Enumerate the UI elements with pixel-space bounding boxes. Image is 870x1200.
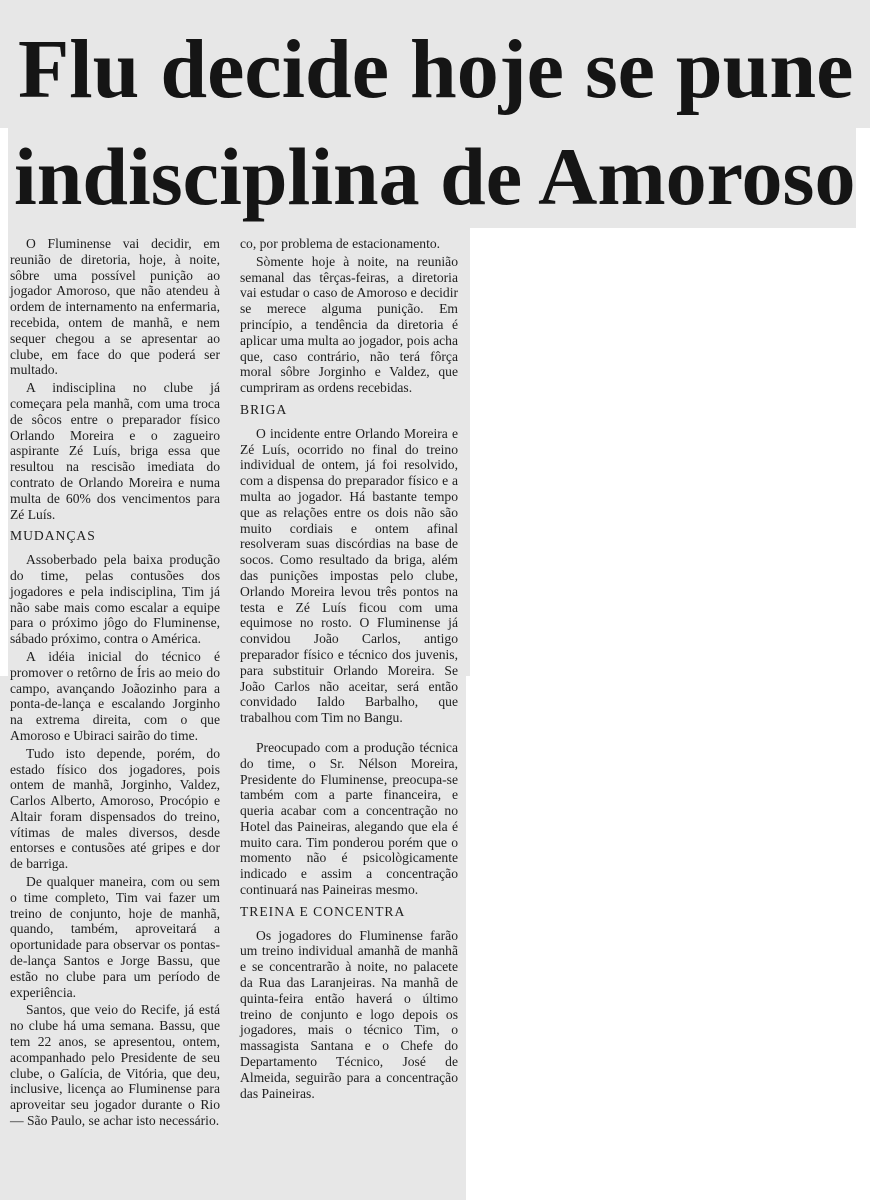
paragraph: Assoberbado pela baixa produção do time, pelas contusões dos jogadores e pela indisciplina, Tim já não sabe mais como escalar a equipe para o próximo jôgo do Fluminense, sábado próximo, contra o América. [10, 552, 220, 647]
section-heading-briga: BRIGA [240, 401, 288, 417]
paragraph: Santos, que veio do Recife, já está no clube há uma semana. Bassu, que tem 22 anos, se apresentou, ontem, acompanhado pelo Presidente de seu clube, o Galícia, de Vitória, que deu, inclusive, licença ao Fluminense para aproveitar seu jogador durante o Rio — São Paulo, se achar isto necessário. [10, 1002, 220, 1129]
paragraph: A indisciplina no clube já começara pela manhã, com uma troca de sôcos entre o preparador físico Orlando Moreira e o zagueiro aspirante Zé Luís, briga essa que resultou na rescisão imediata do contrato de Orlando Moreira e numa multa de 60% dos vencimentos para Zé Luís. [10, 380, 220, 522]
headline-line-2: indisciplina de Amoroso [14, 131, 856, 222]
section-heading-mudancas: MUDANÇAS [10, 528, 96, 544]
headline-line-1: Flu decide hoje se pune [18, 23, 854, 116]
article-column-left [10, 236, 220, 1131]
paragraph: O incidente entre Orlando Moreira e Zé Luís, ocorrido no final do treino individual de ontem, já foi resolvido, com a dispensa do preparador físico e a multa ao jogador. Há bastante tempo que as relações entre os dois não são muito cordiais e ontem afinal resolveram suas discórdias na base de socos. Como resultado da briga, além das punições impostas pelo clube, Orlando Moreira levou três pontos na testa e Zé Luís ficou com uma equimose no rosto. O Fluminense já convidou João Carlos, antigo preparador físico e técnico dos juvenis, para substituir Orlando Moreira. Se João Carlos não aceitar, será então convidado Ialdo Barbalho, que trabalhou com Tim no Bangu. [240, 425, 458, 726]
section-heading-treina-e-concentra: TREINA E CONCENTRA [240, 903, 406, 919]
paragraph: Tudo isto depende, porém, do estado físico dos jogadores, pois ontem de manhã, Jorginho, Valdez, Carlos Alberto, Amoroso, Procópio e Altair foram dispensados do treino, vítimas de males diversos, desde entorses e contusões até gripes e dor de barriga. [10, 745, 220, 872]
paragraph: De qualquer maneira, com ou sem o time completo, Tim vai fazer um treino de conjunto, hoje de manhã, quando, também, aproveitará a oportunidade para observar os pontas-de-lança Santos e Jorge Bassu, que estão no clube para um período de experiência. [10, 874, 220, 1000]
paragraph: Sòmente hoje à noite, na reunião semanal das têrças-feiras, a diretoria vai estudar o caso de Amoroso e decidir se merece alguma punição. Em princípio, a tendência da diretoria é aplicar uma multa ao jogador, pois acha que, caso contrário, não terá fôrça moral sôbre Jorginho e Valdez, que cumpriram as ordens recebidas. [240, 253, 458, 396]
paragraph: Preocupado com a produção técnica do time, o Sr. Nélson Moreira, Presidente do Fluminense, preocupa-se também com a parte financeira, e queria acabar com a concentração no Hotel das Paineiras, alegando que ela é muito cara. Tim ponderou porém que o momento não é psicològicamente indicado e assim a concentração continuará nas Paineiras mesmo. [240, 739, 458, 898]
paragraph: co, por problema de estacionamento. [240, 236, 441, 251]
paragraph: A idéia inicial do técnico é promover o retôrno de Íris ao meio do campo, avançando Joãozinho para a ponta-de-lança e escalando Jorginho na extrema direita, com o que Amoroso e Ubiraci sairão do time. [10, 648, 220, 743]
paragraph: Os jogadores do Fluminense farão um treino individual amanhã de manhã e se concentrarão à noite, no palacete da Rua das Laranjeiras. Na manhã de quinta-feira então haverá o último treino de conjunto e logo depois os jogadores, mais o técnico Tim, o massagista Santana e o Chefe do Departamento Técnico, José de Almeida, seguirão para a concentração das Paineiras. [240, 927, 458, 1101]
article-column-right [240, 236, 458, 1103]
paragraph: O Fluminense vai decidir, em reunião de diretoria, hoje, à noite, sôbre uma possível punição ao jogador Amoroso, que não atendeu à ordem de internamento na enfermaria, recebida, ontem de manhã, e nem sequer chegou a se apresentar ao clube, em face do que poderá ser multado. [10, 236, 220, 378]
